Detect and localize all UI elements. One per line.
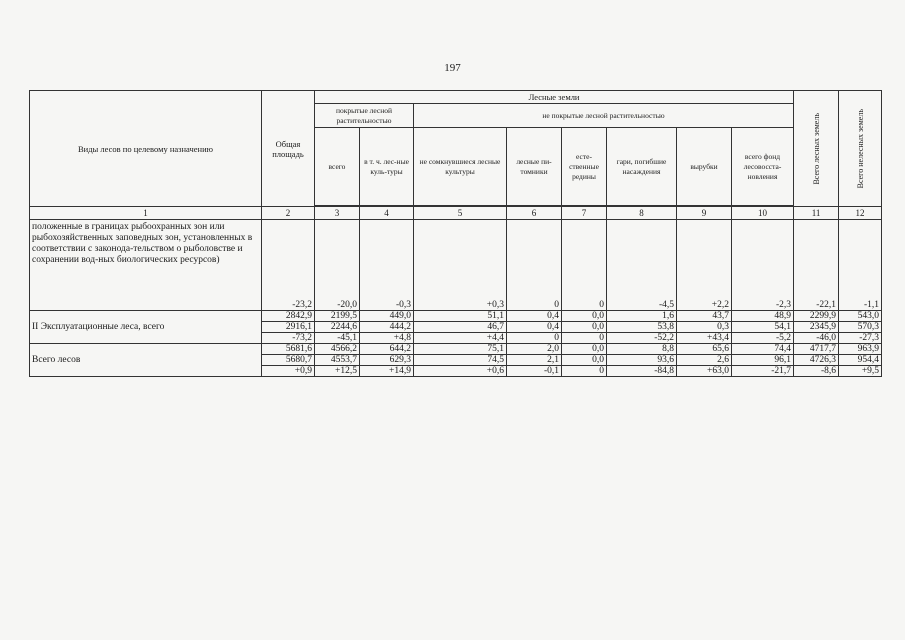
table-cell: 4553,7 (315, 355, 360, 366)
table-cell: 644,2 (360, 344, 414, 355)
row-label: положенные в границах рыбоохранных зон или рыбохозяйственных заповедных зон, установленных в соответствии с законода-тельством о рыболовстве и сохранении вод-ных биологических ресурсов) (30, 220, 262, 311)
table-cell: 93,6 (607, 355, 677, 366)
table-cell: -52,2 (607, 333, 677, 344)
table-cell: 5681,6 (262, 344, 315, 355)
table-cell: 48,9 (732, 311, 794, 322)
header-covered-total: всего (315, 128, 360, 206)
table-cell: -20,0 (315, 220, 360, 311)
header-total-nonforest-lands: Всего нелесных земель (855, 108, 865, 189)
header-clearings: вырубки (677, 128, 732, 206)
table-cell: 0 (562, 366, 607, 377)
header-burned: гари, погибшие насаждения (607, 128, 677, 206)
table-cell: +0,3 (414, 220, 507, 311)
column-number: 1 (30, 207, 262, 220)
table-cell: 2299,9 (794, 311, 839, 322)
header-not-covered: не покрытые лесной растительностью (414, 104, 794, 128)
table-cell: +0,9 (262, 366, 315, 377)
table-cell: 8,8 (607, 344, 677, 355)
table-cell: 74,5 (414, 355, 507, 366)
table-cell: 0 (562, 220, 607, 311)
table-cell: 43,7 (677, 311, 732, 322)
table-cell: 543,0 (839, 311, 882, 322)
table-cell: 570,3 (839, 322, 882, 333)
header-natural-gaps: есте-ственные редины (562, 128, 607, 206)
column-number: 9 (677, 207, 732, 220)
table-cell: 0 (507, 333, 562, 344)
column-number: 5 (414, 207, 507, 220)
table-cell: -22,1 (794, 220, 839, 311)
table-cell: 54,1 (732, 322, 794, 333)
table-cell: 2199,5 (315, 311, 360, 322)
column-number: 3 (315, 207, 360, 220)
table-cell: -2,3 (732, 220, 794, 311)
header-forest-lands: Лесные земли (315, 91, 794, 104)
table-cell: 629,3 (360, 355, 414, 366)
table-cell: 2244,6 (315, 322, 360, 333)
header-nurseries: лесные пи-томники (507, 128, 562, 206)
header-covered-cultures: в т. ч. лес-ные куль-туры (360, 128, 414, 206)
table-row (30, 220, 882, 311)
table-cell: +43,4 (677, 333, 732, 344)
table-cell: +12,5 (315, 366, 360, 377)
table-cell: -84,8 (607, 366, 677, 377)
table-cell: 74,4 (732, 344, 794, 355)
table-cell: 96,1 (732, 355, 794, 366)
table-cell: 2842,9 (262, 311, 315, 322)
table-cell: 75,1 (414, 344, 507, 355)
column-number: 4 (360, 207, 414, 220)
table-cell: 53,8 (607, 322, 677, 333)
table-cell: -46,0 (794, 333, 839, 344)
row-label: II Эксплуатационные леса, всего (30, 311, 262, 344)
table-cell: 449,0 (360, 311, 414, 322)
header-total-area: Общая площадь (262, 91, 315, 207)
header-reforestation-fund: всего фонд лесовосста-новления (732, 128, 794, 206)
table-cell: 0,3 (677, 322, 732, 333)
table-cell: 0,0 (562, 344, 607, 355)
table-cell: 4726,3 (794, 355, 839, 366)
table-cell: -45,1 (315, 333, 360, 344)
table-cell: 0,0 (562, 311, 607, 322)
column-number: 12 (839, 207, 882, 220)
table-cell: -0,3 (360, 220, 414, 311)
column-number: 6 (507, 207, 562, 220)
table-cell: -21,7 (732, 366, 794, 377)
table-cell: 51,1 (414, 311, 507, 322)
header-unclosed-cultures: не сомкнувшиеся лесные культуры (414, 128, 507, 206)
header-total-nonforest-lands-cell (839, 91, 882, 207)
table-cell: 4717,7 (794, 344, 839, 355)
table-cell: +9,5 (839, 366, 882, 377)
page-number: 197 (444, 62, 461, 74)
table-cell: 1,6 (607, 311, 677, 322)
table-cell: 0 (562, 333, 607, 344)
table-cell: 954,4 (839, 355, 882, 366)
table-cell: 2,1 (507, 355, 562, 366)
table-cell: +4,8 (360, 333, 414, 344)
table-cell: 2,0 (507, 344, 562, 355)
header-total-forest-lands: Всего лесных земель (811, 112, 821, 185)
table-cell: 0,0 (562, 355, 607, 366)
header-total-forest-lands-cell (794, 91, 839, 207)
table-row (30, 344, 882, 355)
forest-lands-table (29, 90, 882, 377)
table-cell: +2,2 (677, 220, 732, 311)
table-cell: 0 (507, 220, 562, 311)
table-cell: -4,5 (607, 220, 677, 311)
row-label: Всего лесов (30, 344, 262, 377)
table-cell: 65,6 (677, 344, 732, 355)
table-cell: -1,1 (839, 220, 882, 311)
column-number: 10 (732, 207, 794, 220)
column-number: 7 (562, 207, 607, 220)
table-cell: 4566,2 (315, 344, 360, 355)
table-cell: 5680,7 (262, 355, 315, 366)
column-number-row (30, 207, 882, 220)
table-cell: 46,7 (414, 322, 507, 333)
table-cell: +0,6 (414, 366, 507, 377)
table-cell: 2345,9 (794, 322, 839, 333)
table-row (30, 311, 882, 322)
table-cell: -27,3 (839, 333, 882, 344)
column-number: 2 (262, 207, 315, 220)
table-cell: +14,9 (360, 366, 414, 377)
table-cell: +4,4 (414, 333, 507, 344)
table-cell: +63,0 (677, 366, 732, 377)
table-cell: 2,6 (677, 355, 732, 366)
header-type: Виды лесов по целевому назначению (30, 91, 262, 207)
table-cell: 0,0 (562, 322, 607, 333)
header-covered: покрытые лесной растительностью (315, 104, 414, 128)
column-number: 8 (607, 207, 677, 220)
table-cell: 963,9 (839, 344, 882, 355)
table-cell: 2916,1 (262, 322, 315, 333)
table-cell: -5,2 (732, 333, 794, 344)
table-cell: -0,1 (507, 366, 562, 377)
table-cell: -73,2 (262, 333, 315, 344)
table-cell: -23,2 (262, 220, 315, 311)
table-cell: 0,4 (507, 322, 562, 333)
column-number: 11 (794, 207, 839, 220)
table-cell: 444,2 (360, 322, 414, 333)
table-cell: 0,4 (507, 311, 562, 322)
table-cell: -8,6 (794, 366, 839, 377)
